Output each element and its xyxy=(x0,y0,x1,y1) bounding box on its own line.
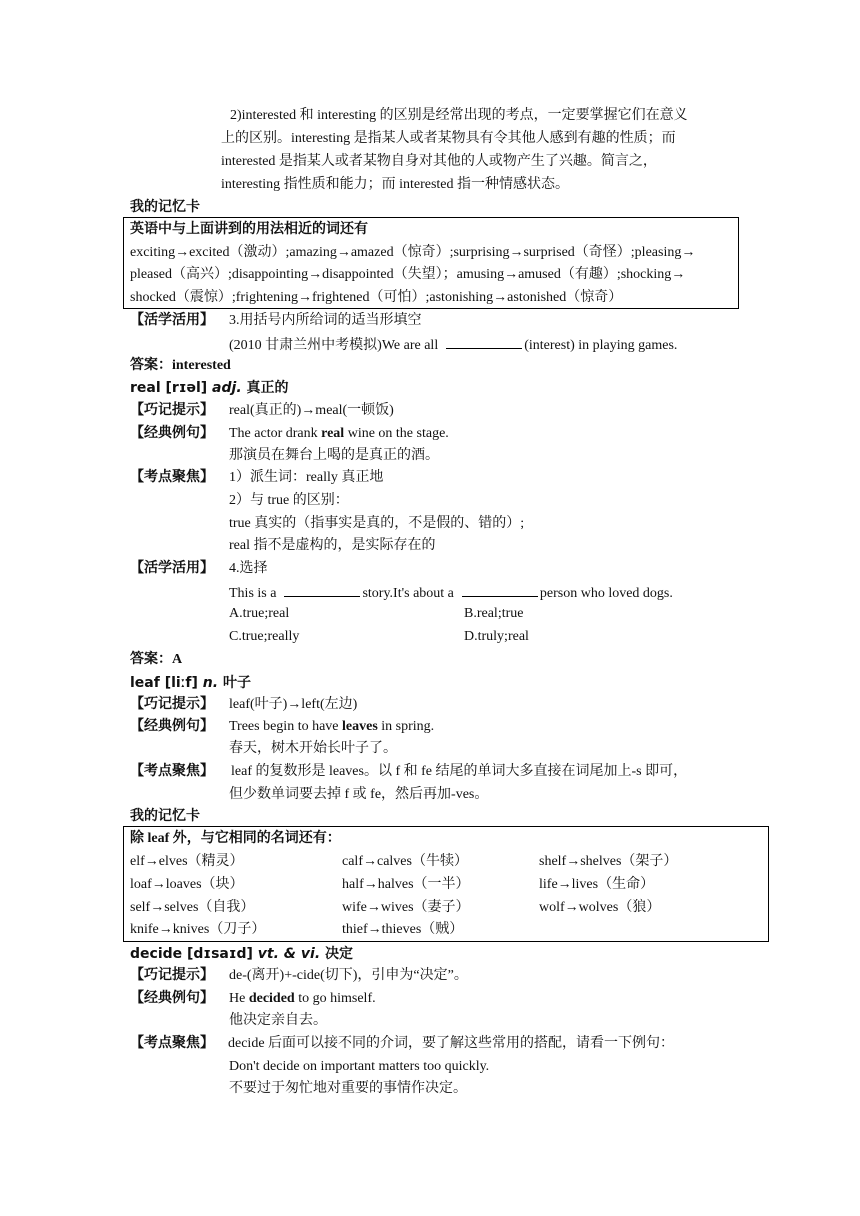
exercise-3-question-before: (2010 甘肃兰州中考模拟)We are all xyxy=(229,338,439,353)
memory-box-1-line-3: shocked（震惊）;frightening→frightened（可怕）;astonishing→astonished（惊奇） xyxy=(130,290,623,305)
exercise-3-tag: 【活学活用】 xyxy=(130,313,214,328)
decide-focus-line-2: Don't decide on important matters too quickly. xyxy=(229,1059,490,1074)
memory-box-1-line-2: pleased（高兴）;disappointing→disappointed（失望）；amusing→amused（有趣）;shocking→ xyxy=(130,267,686,282)
plural-item: calf→calves（牛犊） xyxy=(342,854,468,869)
decide-tip: de-(离开)+-cide(切下)，引申为“决定”。 xyxy=(229,968,468,983)
real-example-cn: 那演员在舞台上喝的是真正的酒。 xyxy=(229,448,439,463)
decide-focus-line-3: 不要过于匆忙地对重要的事情作决定。 xyxy=(229,1081,467,1096)
leaf-example-tag: 【经典例句】 xyxy=(130,719,214,734)
intro-line-2: 上的区别。interesting 是指某人或者某物具有令其他人感到有趣的性质；而 xyxy=(221,131,676,146)
real-tip: real(真正的)→meal(一顿饭) xyxy=(229,403,394,418)
decide-focus-tag: 【考点聚焦】 xyxy=(130,1036,214,1051)
plural-item: loaf→loaves（块） xyxy=(130,877,244,892)
decide-example-post: to go himself. xyxy=(294,991,376,1006)
real-focus-line-1: 1）派生词：really 真正地 xyxy=(229,470,384,485)
decide-tip-tag: 【巧记提示】 xyxy=(130,968,214,983)
real-example xyxy=(229,424,449,444)
exercise-4-q-b: story.It's about a xyxy=(362,586,454,601)
real-example-pre: The actor drank xyxy=(229,426,322,441)
exercise-4-tag: 【活学活用】 xyxy=(130,561,214,576)
plural-item: wife→wives（妻子） xyxy=(342,900,470,915)
plural-item: elf→elves（精灵） xyxy=(130,854,244,869)
real-focus-line-2: 2）与 true 的区别： xyxy=(229,493,349,508)
exercise-4-option-b: B.real;true xyxy=(464,606,524,621)
leaf-focus-line-1: leaf 的复数形是 leaves。以 f 和 fe 结尾的单词大多直接在词尾加上-s 即可， xyxy=(231,764,688,779)
headword-leaf xyxy=(130,673,251,693)
headword-leaf-pos: n. xyxy=(202,675,219,691)
exercise-4-q-a: This is a xyxy=(229,586,277,601)
exercise-3-blank[interactable] xyxy=(446,334,522,349)
plural-item: self→selves（自我） xyxy=(130,900,255,915)
plural-item: life→lives（生命） xyxy=(539,877,655,892)
leaf-example-post: in spring. xyxy=(377,719,435,734)
headword-decide-pos: vt. & vi. xyxy=(257,946,321,962)
exercise-4-blank-2[interactable] xyxy=(462,582,538,597)
headword-leaf-word: leaf xyxy=(130,675,160,691)
decide-example-pre: He xyxy=(229,991,249,1006)
intro-line-1: 2)interested 和 interesting 的区别是经常出现的考点，一定要掌握它们在意义 xyxy=(230,108,688,123)
real-example-tag: 【经典例句】 xyxy=(130,426,214,441)
decide-focus-line-1: decide 后面可以接不同的介词，要了解这些常用的搭配，请看一下例句： xyxy=(228,1036,675,1051)
real-example-post: wine on the stage. xyxy=(344,426,449,441)
exercise-4-q-c: person who loved dogs. xyxy=(539,586,673,601)
exercise-4-title: 4.选择 xyxy=(229,561,268,576)
leaf-example-cn: 春天，树木开始长叶子了。 xyxy=(229,741,397,756)
exercise-3-question-after: (interest) in playing games. xyxy=(524,338,678,353)
real-focus-line-3: true 真实的（指事实是真的，不是假的、错的）; xyxy=(229,516,525,531)
decide-example-bold: decided xyxy=(248,991,295,1006)
plural-item: thief→thieves（贼） xyxy=(342,922,464,937)
exercise-4-blank-1[interactable] xyxy=(284,582,360,597)
headword-leaf-meaning: 叶子 xyxy=(222,675,251,691)
headword-real-pos: adj. xyxy=(212,380,242,396)
exercise-4-option-c: C.true;really xyxy=(229,629,300,644)
headword-real-phonetic: [rɪəl] xyxy=(165,380,208,396)
real-focus-line-4: real 指不是虚构的，是实际存在的 xyxy=(229,538,436,553)
plural-item: wolf→wolves（狼） xyxy=(539,900,661,915)
headword-decide xyxy=(130,944,353,964)
leaf-focus-line-2: 但少数单词要去掉 f 或 fe，然后再加-ves。 xyxy=(229,787,489,802)
real-focus-tag: 【考点聚焦】 xyxy=(130,470,214,485)
leaf-tip-tag: 【巧记提示】 xyxy=(130,697,214,712)
headword-leaf-phonetic: [liːf] xyxy=(164,675,198,691)
plural-item: half→halves（一半） xyxy=(342,877,470,892)
headword-decide-meaning: 决定 xyxy=(325,946,354,962)
intro-line-4: interesting 指性质和能力；而 interested 指一种情感状态。 xyxy=(221,177,570,192)
plural-item: knife→knives（刀子） xyxy=(130,922,266,937)
decide-example-cn: 他决定亲自去。 xyxy=(229,1013,327,1028)
exercise-4-option-d: D.truly;real xyxy=(464,629,529,644)
exercise-3-question xyxy=(229,334,677,356)
real-tip-tag: 【巧记提示】 xyxy=(130,403,214,418)
headword-real xyxy=(130,378,289,398)
exercise-4-answer: 答案：A xyxy=(130,652,183,667)
intro-line-3: interested 是指某人或者某物自身对其他的人或物产生了兴趣。简言之， xyxy=(221,154,657,169)
plural-item: shelf→shelves（架子） xyxy=(539,854,678,869)
headword-decide-phonetic: [dɪsaɪd] xyxy=(187,946,253,962)
headword-real-word: real xyxy=(130,380,161,396)
decide-example-tag: 【经典例句】 xyxy=(130,991,214,1006)
real-example-bold: real xyxy=(321,426,345,441)
exercise-3-title: 3.用括号内所给词的适当形填空 xyxy=(229,313,422,328)
leaf-tip: leaf(叶子)→left(左边) xyxy=(229,697,358,712)
memory-box-1-line-1: exciting→excited（激动）;amazing→amazed（惊奇）;surprising→surprised（奇怪）;pleasing→ xyxy=(130,245,696,260)
leaf-focus-tag: 【考点聚焦】 xyxy=(130,764,214,779)
leaf-example-bold: leaves xyxy=(342,719,378,734)
decide-example xyxy=(229,989,376,1009)
leaf-example-pre: Trees begin to have xyxy=(229,719,343,734)
memory-heading-1: 我的记忆卡 xyxy=(130,200,200,215)
exercise-3-answer: 答案：interested xyxy=(130,358,231,373)
exercise-4-option-a: A.true;real xyxy=(229,606,290,621)
leaf-example xyxy=(229,717,434,737)
memory-box-2-title: 除 leaf 外，与它相同的名词还有： xyxy=(130,831,341,846)
memory-box-1-title: 英语中与上面讲到的用法相近的词还有 xyxy=(130,222,368,237)
memory-heading-2: 我的记忆卡 xyxy=(130,809,200,824)
headword-real-meaning: 真正的 xyxy=(246,380,289,396)
exercise-4-question xyxy=(229,582,673,604)
headword-decide-word: decide xyxy=(130,946,183,962)
